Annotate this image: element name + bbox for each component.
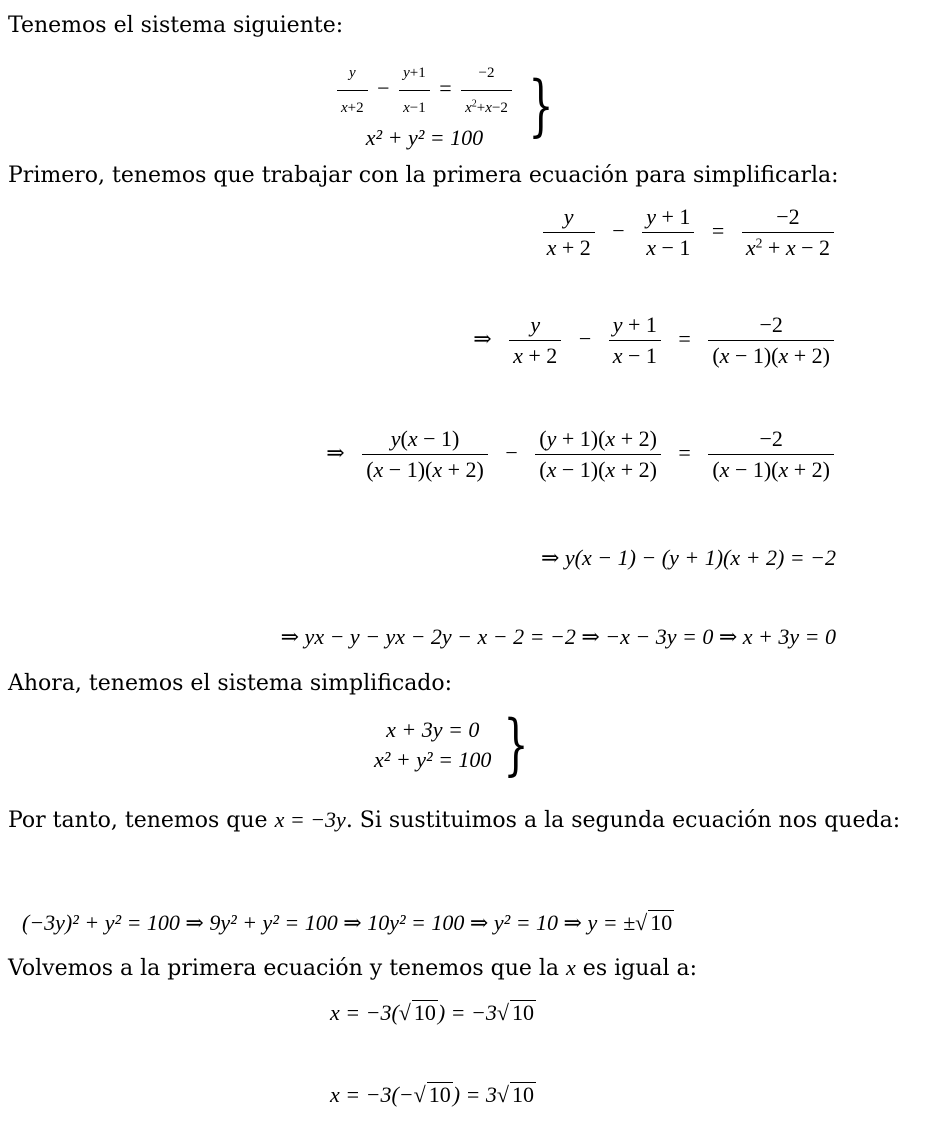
- step-4-equation: ⇒ y(x − 1) − (y + 1)(x + 2) = −2: [540, 545, 836, 570]
- system-simplified-eq2: x² + y² = 100: [374, 747, 492, 772]
- system-simplified: [374, 706, 537, 783]
- simplified-intro-text: Ahora, tenemos el sistema simplificado:: [8, 671, 453, 696]
- system-simplified-eq1: x + 3y = 0: [386, 717, 480, 742]
- solution-intro-text: Volvemos a la primera ecuación y tenemos que la x es igual a:: [8, 955, 698, 981]
- step-1-equation: $\frac{y}{x + 2}$ − $\frac{y + 1}{x - 1}$ = $\frac{-2}{x^2 + x - 2}$: [539, 206, 838, 259]
- step-3-equation: ⇒ $\frac{y(x - 1)}{(x - 1)(x + 2)}$ − $\frac{(y + 1)(x + 2)}{(x - 1)(x + 2)}$ = $\frac{-2}{(x - 1)(x + 2)}$: [318, 428, 838, 481]
- x-solution-1: x = −3(√ 10) = −3√ 10: [330, 1000, 534, 1025]
- intro-text: Tenemos el sistema siguiente:: [8, 13, 344, 38]
- step-5-equation: ⇒ yx − y − yx − 2y − x − 2 = −2 ⇒ −x − 3y = 0 ⇒ x + 3y = 0: [280, 624, 836, 649]
- system-original-eq1: $\frac{y}{x+2}$ − $\frac{y+1}{x-1}$ = $\frac{-2}{x^2+x-2}$: [333, 58, 516, 123]
- x-solution-2: x = −3(−√ 10) = 3√ 10: [330, 1082, 534, 1107]
- right-brace-icon: }: [528, 66, 554, 144]
- right-brace-icon: }: [503, 706, 530, 783]
- system-original-eq2: x² + y² = 100: [365, 125, 484, 150]
- substitution-text: Por tanto, tenemos que x = −3y. Si sustituimos a la segunda ecuación nos queda:: [8, 807, 901, 833]
- step-2-equation: ⇒ $\frac{y}{x + 2}$ − $\frac{y + 1}{x - 1}$ = $\frac{-2}{(x - 1)(x + 2)}$: [465, 314, 838, 367]
- system-original: [333, 58, 562, 153]
- substitution-equation: (−3y)² + y² = 100 ⇒ 9y² + y² = 100 ⇒ 10y² = 100 ⇒ y² = 10 ⇒ y = ±√ 10: [22, 910, 673, 935]
- step-intro-text: Primero, tenemos que trabajar con la primera ecuación para simplificarla:: [8, 163, 839, 188]
